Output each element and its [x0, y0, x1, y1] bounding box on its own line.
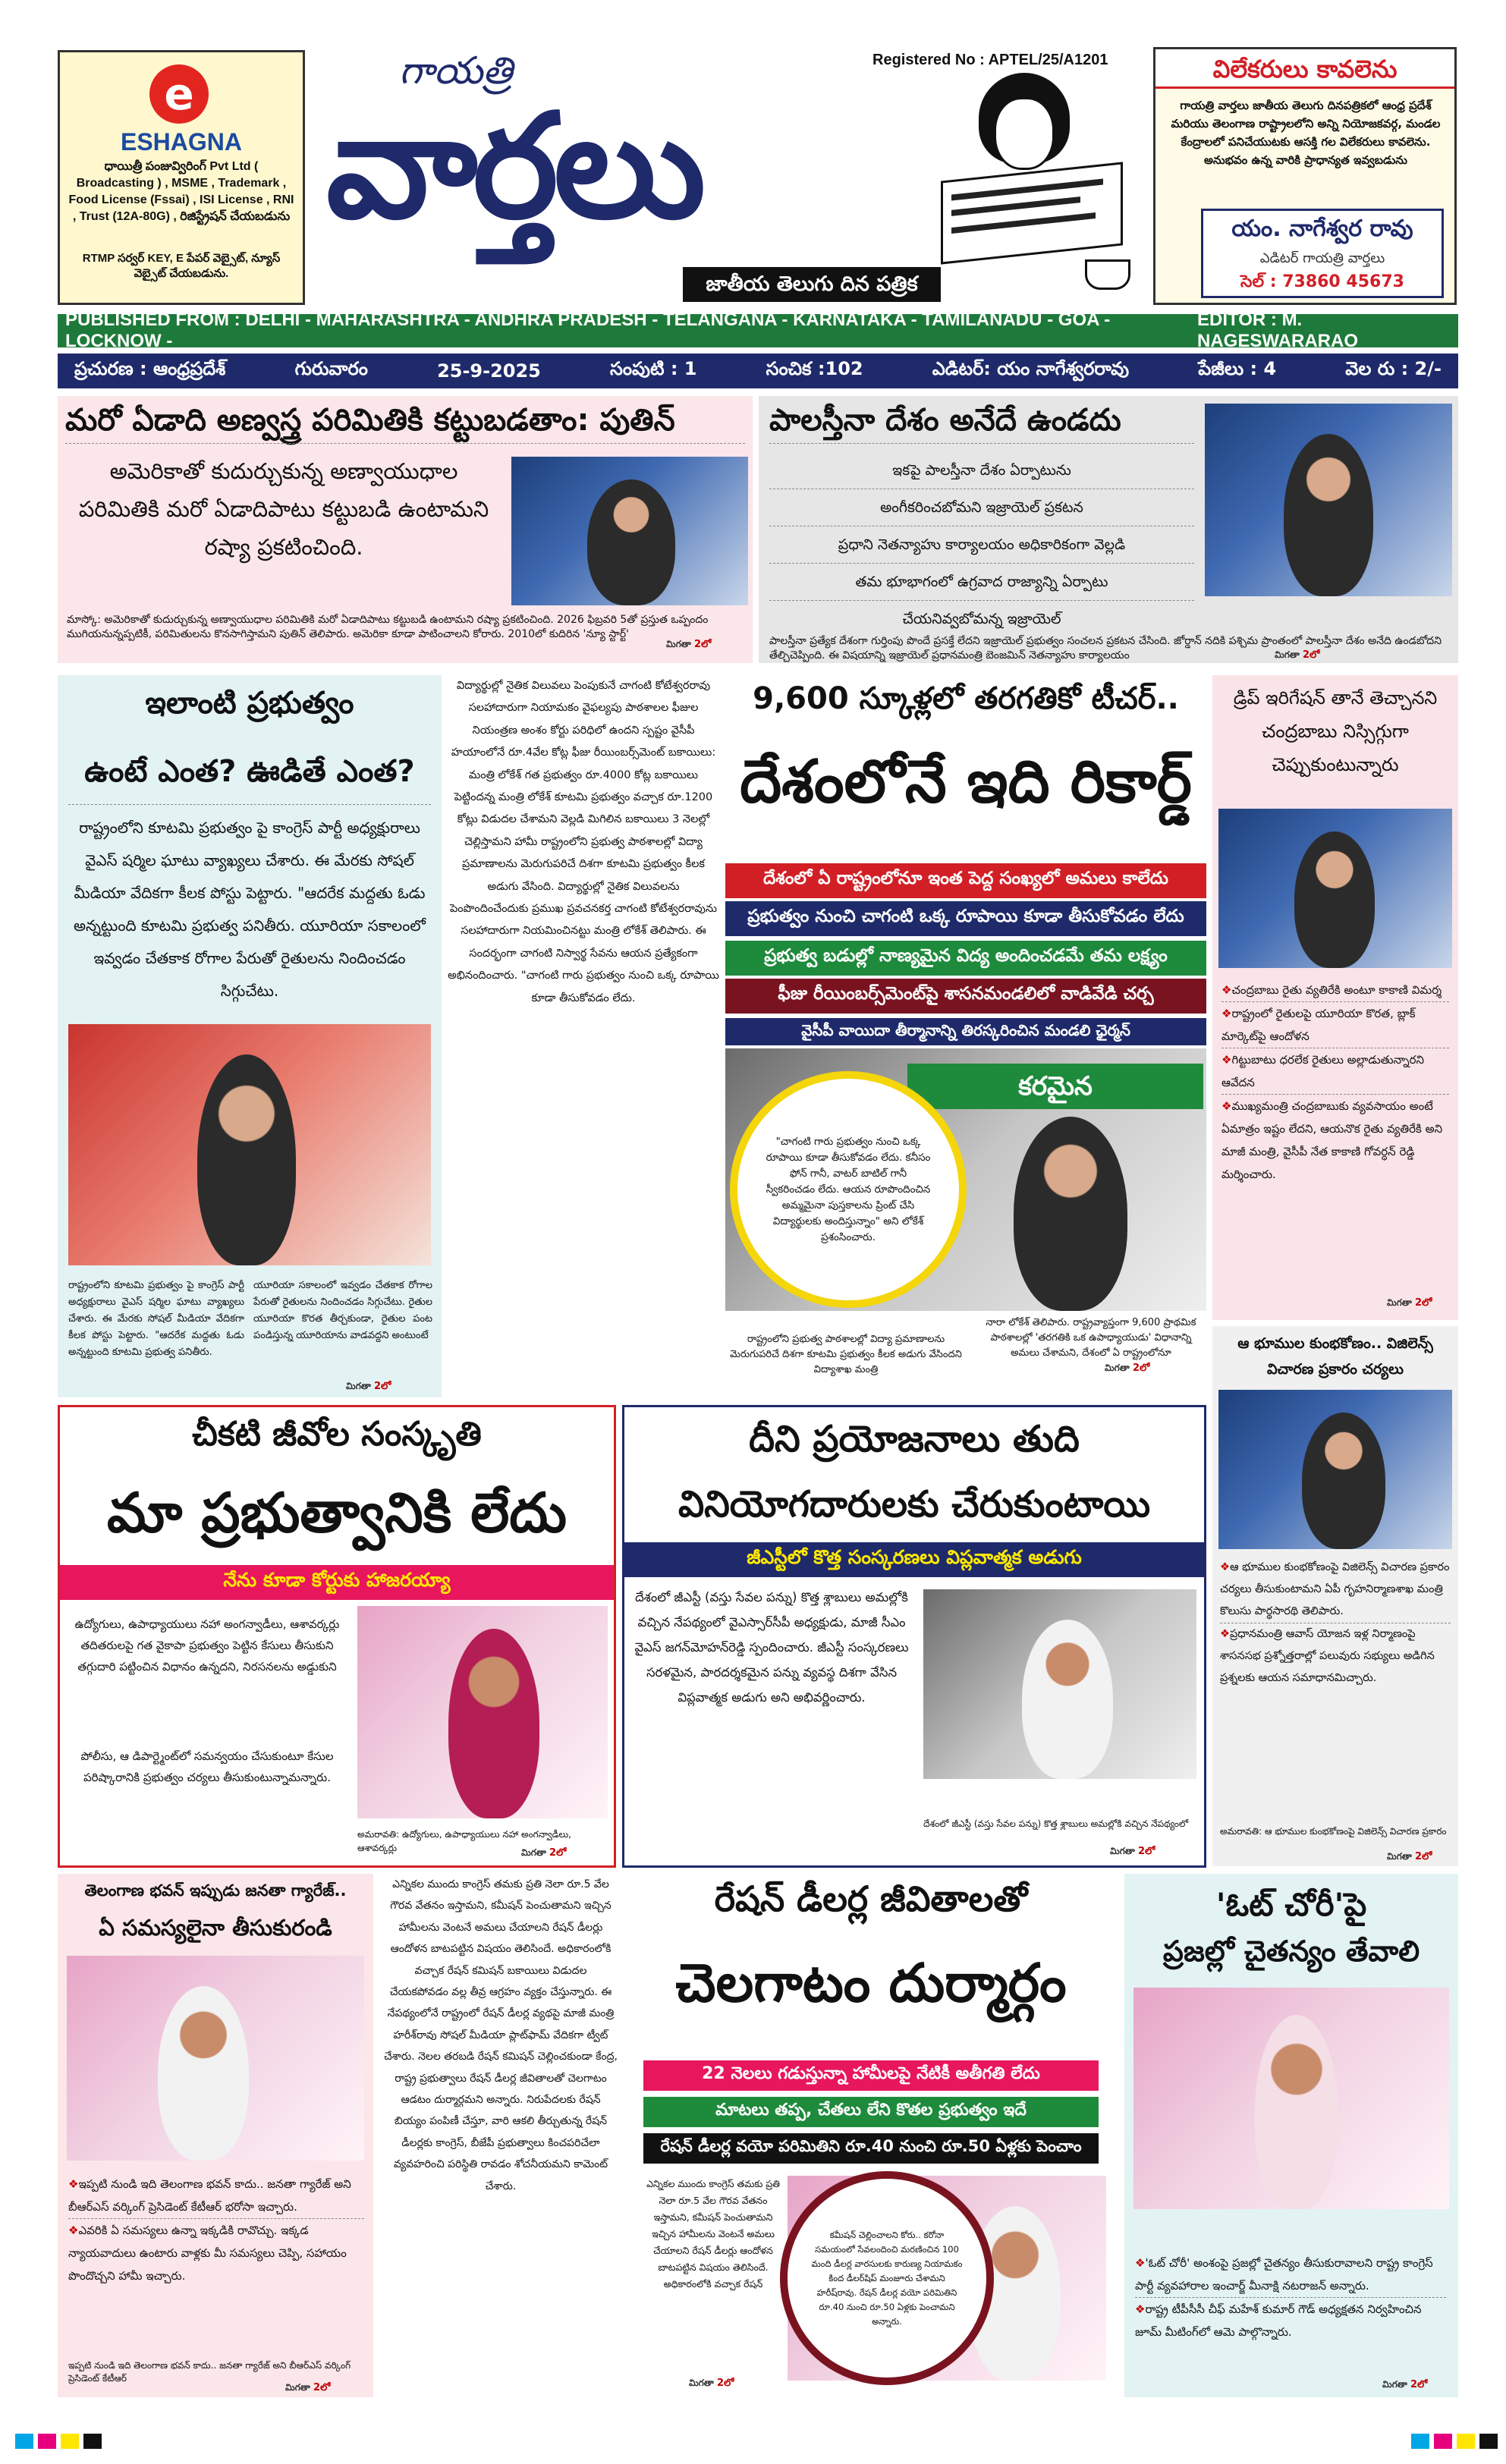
jeevo-continued: మిగతా 2లో [521, 1847, 567, 1859]
parthasarathy-photo [1218, 1390, 1452, 1549]
palestine-line-3: ప్రధాని నెతన్యాహు కార్యాలయం అధికారికంగా వెల్లడి [769, 526, 1194, 564]
published-from-bar [58, 310, 1458, 351]
teachers-headline: దేశంలోనే ఇది రికార్డ్ [740, 748, 1192, 816]
harish-quote: కమీషన్ చెల్లించాలని కోరు.. కరోనా సమయంలో సేవలందించి మరణించిన 100 మంది డీలర్ల వారసులకు కారుణ్య నియామకం కింద డీలర్‌షిప్ మంజూరు చేశామని హరీష్‌రావు. రేషన్ డీలర్ల వయో పరిమితిని రూ.40 నుంచి రూ.50 ఏళ్లకు పెంచామని అన్నారు. [811, 2229, 963, 2327]
jagan-photo [923, 1589, 1196, 1779]
vote-story: 'ఓట్ చోరీ'పై ప్రజల్లో చైతన్యం తేవాలి ❖'ఓట్ చోరీ' అంశంపై ప్రజల్లో చైతన్యం తీసుకురావాలని రాష్ట్ర కాంగ్రెస్ పార్టీ వ్యవహారాల ఇంచార్జ్ మీనాక్షి నటరాజన్ అన్నారు. ❖రాష్ట్ర టీపీసీసీ చీఫ్ మహేశ్ కుమార్ గౌడ్ అధ్యక్షతన నిర్వహించిన జూమ్ మీటింగ్‌లో ఆమె పాల్గొన్నారు. మిగతా 2లో [1124, 1874, 1458, 2397]
sharmila-photo [68, 1024, 431, 1265]
putin-story [58, 396, 753, 663]
registration-mark [1434, 2434, 1452, 2449]
ration-column [384, 1874, 618, 2397]
photo-banner: కరమైన [907, 1064, 1203, 1109]
teachers-strip-1: దేశంలో ఏ రాష్ట్రంలోనూ ఇంత పెద్ద సంఖ్యలో అమలు కాలేదు [725, 863, 1206, 898]
ktr-headline-2: ఏ సమస్యలైనా తీసుకురండి [99, 1915, 332, 1941]
ration-column-body: ఎన్నికల ముందు కాంగ్రెస్ తమకు ప్రతి నెలా రూ.5 వేల గౌరవ వేతనం ఇస్తామని, కమీషన్ పెంచుతామని ఇచ్చిన హామీలను వెంటనే అమలు చేయాలని రేషన్ డీలర్లు ఆందోళన బాటపట్టిన విషయం తెలిసిందే. అధికారంలోకి వచ్చాక రేషన్ కమిషన్ బకాయిలు విడుదల చేయకపోవడం వల్ల తీవ్ర ఆగ్రహం వ్యక్తం చేస్తున్నారు. ఈ నేపథ్యంలోనే రాష్ట్రంలో రేషన్ డీలర్ల వ్యథపై మాజీ మంత్రి హరీశ్‌రావు సోషల్ మీడియా ప్లాట్‌ఫామ్ వేదికగా ట్వీట్ చేశారు. నెలల తరబడి రేషన్ కమిషన్ చెల్లించకుండా కేంద్ర, రాష్ట్ర ప్రభుత్వాలు రేషన్ డీలర్ల జీవితాలతో చెలగాటం ఆడటం దుర్మార్గమని అన్నారు. నిరుపేదలకు రేషన్ బియ్యం పంపిణీ చేస్తూ, వారి ఆకలి తీర్చుతున్న రేషన్ డీలర్లకు కాంగ్రెస్, బీజేపీ ప్రభుత్వాలు కించపరిచేలా వ్యవహరించి పరిస్థితి రావడం శోచనీయమని కామెంట్ చేశారు. [384, 1878, 618, 2192]
drip-headline: డ్రిప్ ఇరిగేషన్ తానే తెచ్చానని చంద్రబాబు నిస్సిగ్గుగా చెప్పుకుంటున్నారు [1233, 687, 1438, 775]
ration-continued: మిగతా 2లో [689, 2378, 734, 2389]
gst-caption: దేశంలో జీఎస్టీ (వస్తు సేవల పన్ను) కొత్త శ్లాబులు అమల్లోకి వచ్చిన నేపథ్యంలో [923, 1818, 1189, 1829]
teachers-story [725, 675, 1206, 1397]
jeevo-body-1: ఉద్యోగులు, ఉపాధ్యాయులు నహా అంగన్వాడీలు, ఆశావర్కర్లు తదితరులపై గత వైకాపా ప్రభుత్వం పెట్టిన కేసులు తీసుకుని తగ్గుదారి పట్టించిన విధానం ఉన్నదని, నిరసనలను అడ్డుకుని [74, 1617, 340, 1674]
palestine-headline: పాలస్తీనా దేశం అనేదే ఉండదు [769, 403, 1121, 438]
teachers-caption-right: నారా లోకేశ్ తెలిపారు. రాష్ట్రవ్యాప్తంగా 9,600 ప్రాథమిక పాఠశాలల్లో 'తరగతికి ఒక ఉపాధ్యాయుడు' విధానాన్ని అమలు చేశామని, దేశంలో ఏ రాష్ట్రంలోనూ [986, 1317, 1196, 1359]
putin-headline: మరో ఏడాది అణ్వస్త్ర పరిమితికి కట్టుబడతాం: పుతిన్ [65, 403, 675, 438]
palestine-line-2: అంగీకరించబోమని ఇజ్రాయెల్ ప్రకటన [769, 489, 1194, 526]
education-column [448, 675, 719, 1397]
ration-strip-3: రేషన్ డీలర్ల వయో పరిమితిని రూ.40 నుంచి రూ.50 ఏళ్లకు పెంచాం [643, 2133, 1099, 2164]
drip-bullet-4: ముఖ్యమంత్రి చంద్రబాబుకు వ్యవసాయం అంటే ఏమాత్రం ఇష్టం లేదని, ఆయనొక రైతు వ్యతిరేకి అని మాజీ మంత్రి, వైసీపీ నేత కాకాణి గోవర్ధన్ రెడ్డి మర్శించారు. [1221, 1099, 1443, 1181]
right-ad [1153, 47, 1457, 305]
day: గురువారం [294, 358, 368, 379]
putin-lead: అమెరికాతో కుదుర్చుకున్న అణ్వాయుధాల పరిమితికి మరో ఏడాదిపాటు కట్టుబడి ఉంటామని రష్యా ప్రకటించింది. [78, 458, 489, 560]
netanyahu-photo [1205, 404, 1452, 596]
drip-bullet-1: చంద్రబాబు రైతు వ్యతిరేకి అంటూ కాకాణి విమర్శ [1231, 983, 1442, 997]
temple-caption: అమరావతి: ఆ భూముల కుంభకోణంపై విజిలెన్స్ విచారణ ప్రకారం [1220, 1826, 1447, 1837]
ktr-bullet-1: ఇప్పటి నుండి ఇది తెలంగాణ భవన్ కాదు.. జనతా గ్యారేజ్ అని బీఆర్ఎస్ వర్కింగ్ ప్రెసిడెంట్ కేటీఆర్ భరోసా ఇచ్చారు. [68, 2177, 351, 2214]
temple-headline: ఆ భూముల కుంభకోణం.. విజిలెన్స్ విచారణ ప్రకారం చర్యలు [1237, 1335, 1433, 1378]
ktr-bullet-2: ఎవరికి ఏ సమస్యలు ఉన్నా ఇక్కడికి రావొచ్చు. ఇక్కడ న్యాయవాదులు ఉంటారు వాళ్లకు మీ సమస్యలు చెప్పి, సహాయం పొందొచ్చని హామీ ఇచ్చారు. [68, 2224, 347, 2283]
ad-brand: ESHAGNA [120, 128, 242, 156]
vote-continued: మిగతా 2లో [1382, 2379, 1428, 2390]
gst-headline-2: వినియోగదారులకు చేరుకుంటాయి [678, 1483, 1151, 1526]
vote-bullet-1: 'ఓట్ చోరీ' అంశంపై ప్రజల్లో చైతన్యం తీసుకురావాలని రాష్ట్ర కాంగ్రెస్ పార్టీ వ్యవహారాల ఇంచార్జ్ మీనాక్షి నటరాజన్ అన్నారు. [1135, 2256, 1433, 2293]
sharmila-headline-1: ఇలాంటి ప్రభుత్వం [145, 686, 354, 721]
kakani-photo [1218, 809, 1452, 968]
registration-mark [1411, 2434, 1429, 2449]
page-count: పేజీలు : 4 [1198, 358, 1277, 379]
published-from: PUBLISHED FROM : DELHI - MAHARASHTRA - ANDHRA PRADESH - TELANGANA - KARNATAKA - TAMILANADU - GOA - LOCKNOW - [65, 310, 1111, 351]
drip-bullet-2: రాష్ట్రంలో రైతులపై యూరియా కొరత, బ్లాక్ మార్కెట్‌పై ఆందోళన [1221, 1007, 1416, 1043]
gst-headline-1: దీని ప్రయోజనాలు తుది [749, 1418, 1080, 1460]
ad-footer: RTMP సర్వర్ KEY, E పేపర్ వెబ్సైట్, న్యూస్ వెబ్సైట్ చేయబడును. [82, 252, 281, 280]
right-ad-phone: సెల్ : 73860 45673 [1240, 272, 1404, 291]
teachers-strip-5: వైసీపీ వాయిదా తీర్మానాన్ని తిరస్కరించిన మండలి ఛైర్మన్ [725, 1018, 1206, 1045]
ad-body: ధాయిత్రీ పంజువ్విరింగ్ Pvt Ltd ( Broadcasting ) , MSME , Trademark , Food License (Fssai) , ISI License , RNI , Trust (12A-80G) , రిజిస్ట్రేషన్ చేయబడును [68, 160, 294, 223]
temple-bullet-2: ప్రధానమంత్రి ఆవాస్ యోజన ఇళ్ల నిర్మాణంపై శాసనసభ ప్రశ్నోత్తరాల్లో పలువురు సభ్యులు అడిగిన ప్రశ్నలకు ఆయన సమాధానమిచ్చారు. [1220, 1628, 1435, 1684]
jeevo-strip: నేను కూడా కోర్టుకు హాజరయ్యా [60, 1565, 614, 1600]
palestine-line-4: తమ భూభాగంలో ఉగ్రవాద రాజ్యాన్ని ఏర్పాటు [769, 564, 1194, 601]
sharmila-col-2: యూరియా సకాలంలో ఇవ్వడం చేతకాక రోగాల పేరుతో రైతులను నిందించడం సిగ్గుచేటు. రైతుల యూరియా కొరత తీర్చకుండా, రైతుల పంట పండిస్తున్న యూరియాను వాడవద్దని అంటుంటే [253, 1280, 432, 1341]
registration-mark [1479, 2434, 1498, 2449]
dateline-bar [58, 354, 1458, 388]
palestine-line-1: ఇకపై పాలస్తీనా దేశం ఏర్పాటును [769, 452, 1194, 489]
teachers-strip-3: ప్రభుత్వ బడుల్లో నాణ్యమైన విద్య అందించడమే తమ లక్ష్యం [725, 941, 1206, 976]
putin-body: మాస్కో: అమెరికాతో కుదుర్చుకున్న అణ్వాయుధాల పరిమితికి మరో ఏడాదిపాటు కట్టుబడి ఉంటామని రష్యా ప్రకటించింది. 2026 ఫిబ్రవరి 5తో ప్రస్తుత ఒప్పందం ముగియనున్నప్పటికీ, పరిమితులను కొనసాగిస్తామని పుతిన్ తెలిపారు. అమెరికా కూడా పాటించాలని కోరారు. 2010లో కుదిరిన 'న్యూ స్టార్ట్' [67, 614, 709, 640]
ktr-continued: మిగతా 2లో [285, 2382, 331, 2393]
anitha-photo [357, 1606, 608, 1818]
price: వెల రు : 2/- [1345, 358, 1442, 379]
temple-bullet-1: ఆ భూముల కుంభకోణంపై విజిలెన్స్ విచారణ ప్రకారం చర్యలు తీసుకుంటామని ఏపీ గృహనిర్మాణశాఖ మంత్రి కొలుసు పార్థసారథి తెలిపారు. [1220, 1561, 1450, 1617]
ration-story [628, 1874, 1114, 2397]
vote-headline-2: ప్రజల్లో చైతన్యం తేవాలి [1162, 1934, 1420, 1968]
sharmila-lead: రాష్ట్రంలోని కూటమి ప్రభుత్వం పై కాంగ్రెస్ పార్టీ అధ్యక్షురాలు వైఎస్ షర్మిల ఘాటు వ్యాఖ్యలు చేశారు. ఈ మేరకు సోషల్ మీడియా వేదికగా కీలక పోస్టు పెట్టారు. "ఆదరేక మద్దతు ఓడు అన్నట్టుంది కూటమి ప్రభుత్వ పనితీరు. యూరియా సకాలంలో ఇవ్వడం చేతకాక రోగాల పేరుతో రైతులను నిందించడం సిగ్గుచేటు. [74, 819, 426, 1000]
ktr-caption: ఇప్పటి నుండి ఇది తెలంగాణ భవన్ కాదు.. జనతా గ్యారేజ్ అని బీఆర్ఎస్ వర్కింగ్ ప్రెసిడెంట్ కేటీఆర్ [68, 2360, 351, 2384]
sharmila-story [58, 675, 442, 1397]
left-ad [58, 50, 305, 305]
lokesh-quote: "చాగంటి గారు ప్రభుత్వం నుంచి ఒక్క రూపాయి కూడా తీసుకోవడం లేదు. కనీసం ఫోన్ గానీ, వాటర్ బాటిల్ గానీ స్వీకరించడం లేదు. ఆయన రూపొందించిన అమ్మమైనా పుస్తకాలను ప్రింట్ చేసి విద్యార్థులకు అందిస్తున్నాం" అని లోకేశ్ ప్రశంసించారు. [766, 1135, 931, 1243]
ration-headline-2: చెలగాటం దుర్మార్గం [675, 1952, 1067, 2014]
gst-story [622, 1405, 1206, 1868]
putin-continued: మిగతా 2లో [666, 639, 712, 650]
gst-body: దేశంలో జీఎస్టీ (వస్తు సేవల పన్ను) కొత్త శ్లాబులు అమల్లోకి వచ్చిన నేపథ్యంలో వైఎస్సార్‌సీపీ అధ్యక్షుడు, మాజీ సీఎం వైఎస్ జగన్‌మోహన్‌రెడ్డి స్పందించారు. జీఎస్టీ సంస్కరణలు సరళమైన, పారదర్శకమైన పన్ను వ్యవస్థ దిశగా వేసిన విప్లవాత్మక అడుగు అని అభివర్ణించారు. [634, 1590, 909, 1705]
editor-label: EDITOR : M. NAGESWARARAO [1197, 310, 1359, 351]
registration-mark [1457, 2434, 1475, 2449]
ration-strip-1: 22 నెలలు గడుస్తున్నా హామీలపై నేటికీ అతీగతి లేదు [643, 2060, 1099, 2091]
circulation: ప్రచురణ : ఆంధ్రప్రదేశ్ [74, 358, 226, 379]
jeevo-caption: అమరావతి: ఉద్యోగులు, ఉపాధ్యాయులు నహా అంగన్వాడీలు, ఆశావర్కర్లు [357, 1829, 571, 1853]
ktr-story: తెలంగాణ భవన్ ఇప్పుడు జనతా గ్యారేజ్.. ఏ సమస్యలైనా తీసుకురండి ❖ఇప్పటి నుండి ఇది తెలంగాణ భవన్ కాదు.. జనతా గ్యారేజ్ అని బీఆర్ఎస్ వర్కింగ్ ప్రెసిడెంట్ కేటీఆర్ భరోసా ఇచ్చారు. ❖ఎవరికి ఏ సమస్యలు ఉన్నా ఇక్కడికి రావొచ్చు. ఇక్కడ న్యాయవాదులు ఉంటారు వాళ్లకు మీ సమస్యలు చెప్పి, సహాయం పొందొచ్చని హామీ ఇచ్చారు. ఇప్పటి నుండి ఇది తెలంగాణ భవన్ కాదు.. జనతా గ్యారేజ్ అని బీఆర్ఎస్ వర్కింగ్ ప్రెసిడెంట్ కేటీఆర్ మిగతా 2లో [58, 1874, 373, 2397]
jeevo-headline-2: మా ప్రభుత్వానికి లేదు [106, 1481, 568, 1545]
drip-bullet-3: గిట్టుబాటు ధరలేక రైతులు అల్లాడుతున్నారని ఆవేదన [1221, 1053, 1425, 1089]
education-column-body: విద్యార్థుల్లో నైతిక విలువలు పెంపుకునే చాగంటి కోటేశ్వరరావు సలహాదారుగా నియామకం వైఫల్యపు పాఠశాలల ఫీజుల నియంత్రణ అంశం కోర్టు పరిధిలో ఉందని స్పష్టం వైసీపీ హయాంలోనే రూ.4వేల కోట్ల ఫీజు రీయింబర్స్‌మెంట్ బకాయిలు: మంత్రి లోకేశ్ గత ప్రభుత్వం రూ.4000 కోట్ల బకాయిలు పెట్టిందన్న మంత్రి లోకేశ్ కూటమి ప్రభుత్వం వచ్చాక రూ.1200 కోట్లు విడుదల చేశామని వెల్లడి మిగిలిన బకాయిలు 3 నెలల్లో చెల్లిస్తామని హామీ రాష్ట్రంలోని ప్రభుత్వ పాఠశాలల్లో విద్యా ప్రమాణాలను మెరుగుపరిచే దిశగా కూటమి ప్రభుత్వం కీలక అడుగు వేసింది. విద్యార్థుల్లో నైతిక విలువలను పెంపొందించేందుకు ప్రముఖ ప్రవచనకర్త చాగంటి కోటేశ్వరరావును సలహాదారుగా నియమించినట్టు మంత్రి లోకేశ్ తెలిపారు. ఈ సందర్భంగా చాగంటి నిస్వార్థ సేవను ఆయన ప్రత్యేకంగా అభినందించారు. "చాగంటి గారు ప్రభుత్వం నుంచి ఒక్క రూపాయి కూడా తీసుకోవడం లేదు. [448, 680, 719, 1004]
palestine-story [759, 396, 1458, 663]
drip-story: డ్రిప్ ఇరిగేషన్ తానే తెచ్చానని చంద్రబాబు నిస్సిగ్గుగా చెప్పుకుంటున్నారు ❖చంద్రబాబు రైతు వ్యతిరేకి అంటూ కాకాణి విమర్శ ❖రాష్ట్రంలో రైతులపై యూరియా కొరత, బ్లాక్ మార్కెట్‌పై ఆందోళన ❖గిట్టుబాటు ధరలేక రైతులు అల్లాడుతున్నారని ఆవేదన ❖ముఖ్యమంత్రి చంద్రబాబుకు వ్యవసాయం అంటే ఏమాత్రం ఇష్టం లేదని, ఆయనొక రైతు వ్యతిరేకి అని మాజీ మంత్రి, వైసీపీ నేత కాకాణి గోవర్ధన్ రెడ్డి మర్శించారు. మిగతా 2లో [1212, 675, 1458, 1320]
editor-te: ఎడిటర్: యం నాగేశ్వరరావు [932, 358, 1130, 379]
ration-headline-1: రేషన్ డీలర్ల జీవితాలతో [714, 1878, 1028, 1919]
palestine-body: పాలస్తీనా ప్రత్యేక దేశంగా గుర్తింపు పొందే ప్రసక్తే లేదని ఇజ్రాయెల్ ప్రభుత్వం సంచలన ప్రకటన చేసింది. జోర్డాన్ నదికి పశ్చిమ ప్రాంతంలో పాలస్తీనా దేశం అనేది ఉండబోదని తేల్చిచెప్పింది. ఈ విషయాన్ని ఇజ్రాయెల్ ప్రధానమంత్రి బెంజమిన్ నెతన్యాహు కార్యాలయం [769, 635, 1442, 662]
registration-mark [15, 2434, 33, 2449]
vote-headline-1: 'ఓట్ చోరీ'పై [1215, 1886, 1367, 1923]
issue-no: సంచిక :102 [766, 358, 863, 379]
registration-mark [38, 2434, 56, 2449]
gst-continued: మిగతా 2లో [1110, 1846, 1155, 1857]
temple-story: ఆ భూముల కుంభకోణం.. విజిలెన్స్ విచారణ ప్రకారం చర్యలు ❖ఆ భూముల కుంభకోణంపై విజిలెన్స్ విచారణ ప్రకారం చర్యలు తీసుకుంటామని ఏపీ గృహనిర్మాణశాఖ మంత్రి కొలుసు పార్థసారథి తెలిపారు. ❖ప్రధానమంత్రి ఆవాస్ యోజన ఇళ్ల నిర్మాణంపై శాసనసభ ప్రశ్నోత్తరాల్లో పలువురు సభ్యులు అడిగిన ప్రశ్నలకు ఆయన సమాధానమిచ్చారు. అమరావతి: ఆ భూముల కుంభకోణంపై విజిలెన్స్ విచారణ ప్రకారం మిగతా 2లో [1212, 1326, 1458, 1866]
meenakshi-photo [1133, 1988, 1449, 2209]
sharmila-col-1: రాష్ట్రంలోని కూటమి ప్రభుత్వం పై కాంగ్రెస్ పార్టీ అధ్యక్షురాలు వైఎస్ షర్మిల ఘాటు వ్యాఖ్యలు చేశారు. ఈ మేరకు సోషల్ మీడియా వేదికగా కీలక పోస్టు పెట్టారు. "ఆదరేక మద్దతు ఓడు అన్నట్టుంది కూటమి ప్రభుత్వ పనితీరు. [68, 1280, 244, 1358]
registered-no: Registered No : APTEL/25/A1201 [872, 52, 1108, 68]
right-ad-title: విలేకరులు కావలెను [1155, 49, 1454, 89]
gst-strip: జీఎస్టీలో కొత్త సంస్కరణలు విప్లవాత్మక అడుగు [624, 1542, 1204, 1577]
tagline: జాతీయ తెలుగు దిన పత్రిక [683, 267, 941, 302]
sharmila-continued: మిగతా 2లో [346, 1381, 391, 1392]
teachers-kicker: 9,600 స్కూళ్లలో తరగతికో టీచర్.. [753, 681, 1179, 716]
putin-photo [511, 457, 748, 605]
volume: సంపుటి : 1 [610, 358, 697, 379]
logo-script: గాయత్రి [399, 49, 513, 93]
registration-mark [61, 2434, 79, 2449]
harish-quote-circle [780, 2171, 994, 2385]
right-ad-name: యం. నాగేశ్వర రావు [1231, 215, 1413, 242]
right-ad-body: గాయత్రి వార్తలు జాతీయ తెలుగు దినపత్రికలో ఆంధ్ర ప్రదేశ్ మరియు తెలంగాణ రాష్ట్రాలలోని అన్ని నియోజకవర్గ, మండల కేంద్రాలలో పనిచేయుటకు ఆసక్తి గల విలేకరులు కావలెను. అనుభవం ఉన్న వారికి ప్రాధాన్యత ఇవ్వబడును [1171, 99, 1441, 167]
masthead-logo: వార్తలు [326, 83, 702, 250]
teachers-strip-4: ఫీజు రీయింబర్స్‌మెంట్‌పై శాసనమండలిలో వాడివేడి చర్చ [725, 979, 1206, 1014]
teachers-strip-2: ప్రభుత్వం నుంచి చాగంటి ఒక్క రూపాయి కూడా తీసుకోవడం లేదు [725, 901, 1206, 936]
jeevo-headline-1: చీకటి జీవోల సంస్కృతి [192, 1415, 482, 1454]
drip-continued: మిగతా 2లో [1387, 1297, 1432, 1309]
jeevo-body-2: పోలీసు, ఆ డిపార్ట్మెంట్‌లో సమన్వయం చేసుకుంటూ కేసుల పరిష్కారానికి ప్రభుత్వం చర్యలు తీసుకుంటున్నామన్నారు. [80, 1749, 334, 1784]
eshagna-logo-icon: e [149, 64, 209, 124]
jeevo-story [58, 1405, 616, 1868]
sharmila-headline-2: ఉంటే ఎంత? ఊడితే ఎంత? [84, 754, 415, 789]
teachers-caption-left: రాష్ట్రంలోని ప్రభుత్వ పాఠశాలల్లో విద్యా ప్రమాణాలను మెరుగుపరిచే దిశగా కూటమి ప్రభుత్వం కీలక అడుగు వేసిందని విద్యాశాఖ మంత్రి [730, 1334, 962, 1375]
lokesh-quote-circle [730, 1071, 967, 1308]
right-ad-role: ఎడిటర్ గాయత్రి వార్తలు [1259, 250, 1385, 266]
teachers-continued: మిగతా 2లో [1105, 1362, 1150, 1374]
registration-mark [83, 2434, 102, 2449]
palestine-line-5: చేయనివ్వబోమన్న ఇజ్రాయెల్ [902, 611, 1061, 627]
ktr-headline-1: తెలంగాణ భవన్ ఇప్పుడు జనతా గ్యారేజ్.. [84, 1881, 347, 1900]
ktr-photo [67, 1956, 364, 2161]
issue-date: 25-9-2025 [437, 360, 541, 382]
temple-continued: మిగతా 2లో [1387, 1851, 1432, 1862]
palestine-continued: మిగతా 2లో [1275, 649, 1320, 661]
ration-body: ఎన్నికల ముందు కాంగ్రెస్ తమకు ప్రతి నెలా రూ.5 వేల గౌరవ వేతనం ఇస్తామని, కమీషన్ పెంచుతామని ఇచ్చిన హామీలను వెంటనే అమలు చేయాలని రేషన్ డీలర్లు ఆందోళన బాటపట్టిన విషయం తెలిసిందే. అధికారంలోకి వచ్చాక రేషన్ [646, 2178, 780, 2290]
ration-strip-2: మాటలు తప్ప, చేతలు లేని కొతల ప్రభుత్వం ఇదే [643, 2097, 1099, 2127]
vote-bullet-2: రాష్ట్ర టీపీసీసీ చీఫ్ మహేశ్ కుమార్ గౌడ్ అధ్యక్షతన నిర్వహించిన జూమ్ మీటింగ్‌లో ఆమె పాల్గొన్నారు. [1135, 2302, 1422, 2339]
right-ad-contact [1201, 209, 1444, 298]
